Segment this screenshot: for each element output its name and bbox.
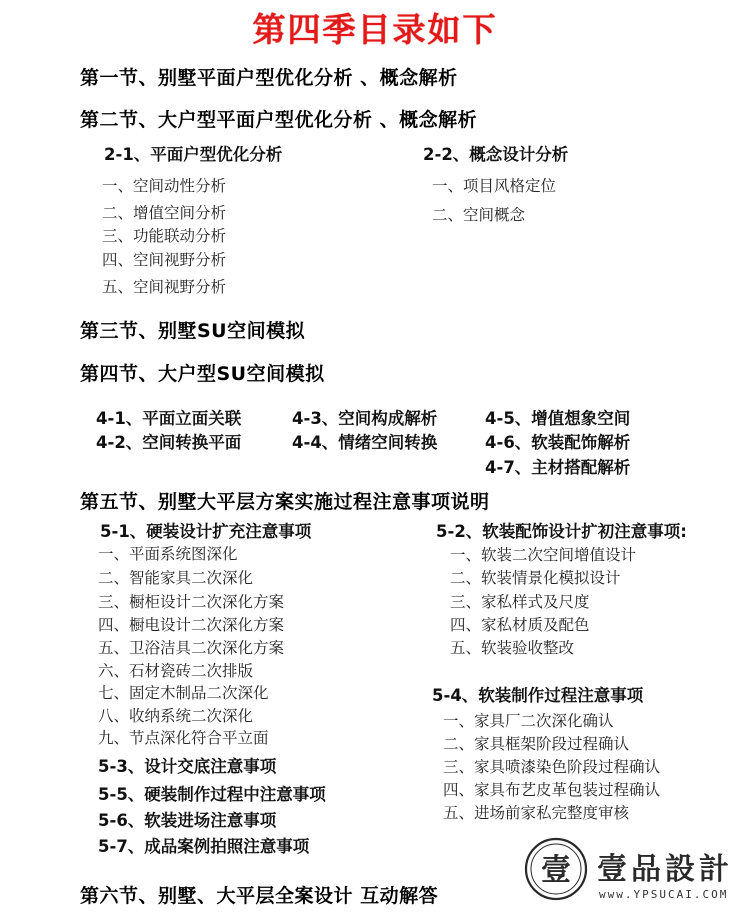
seal-char: 壹	[541, 853, 571, 888]
list-item: 一、软装二次空间增值设计	[450, 546, 637, 564]
list-item: 二、家具框架阶段过程确认	[443, 735, 630, 753]
list-item: 七、固定木制品二次深化	[98, 684, 269, 702]
list-item: 四、家私材质及配色	[450, 616, 590, 634]
list-item: 一、项目风格定位	[432, 177, 557, 195]
section-1-heading: 第一节、别墅平面户型优化分析 、概念解析	[80, 67, 458, 89]
section-2-heading: 第二节、大户型平面户型优化分析 、概念解析	[80, 109, 478, 131]
list-item: 二、软装情景化模拟设计	[450, 569, 621, 587]
subsection-5-3: 5-3、设计交底注意事项	[98, 757, 277, 776]
list-item: 五、软装验收整改	[450, 639, 575, 657]
subsection-4-1: 4-1、平面立面关联	[96, 409, 242, 428]
list-item: 五、进场前家私完整度审核	[443, 804, 630, 822]
subsection-5-6: 5-6、软装进场注意事项	[98, 811, 277, 830]
list-item: 一、家具厂二次深化确认	[443, 712, 614, 730]
subsection-5-1-heading: 5-1、硬装设计扩充注意事项	[100, 522, 312, 541]
list-item: 八、收纳系统二次深化	[98, 707, 254, 725]
subsection-5-7: 5-7、成品案例拍照注意事项	[98, 837, 310, 856]
subsection-4-4: 4-4、情绪空间转换	[292, 433, 438, 452]
list-item: 一、空间动性分析	[102, 177, 227, 195]
brand-name: 壹品設計	[597, 852, 733, 887]
list-item: 一、平面系统图深化	[98, 545, 238, 563]
subsection-5-4-heading: 5-4、软装制作过程注意事项	[432, 686, 644, 705]
brand-url: www.YPSUCAI.COM	[599, 888, 729, 901]
subsection-5-5: 5-5、硬装制作过程中注意事项	[98, 785, 326, 804]
subsection-4-2: 4-2、空间转换平面	[96, 433, 242, 452]
list-item: 三、家具喷漆染色阶段过程确认	[443, 758, 661, 776]
list-item: 二、智能家具二次深化	[98, 569, 254, 587]
list-item: 五、空间视野分析	[102, 278, 227, 296]
subsection-2-1-heading: 2-1、平面户型优化分析	[104, 145, 283, 164]
list-item: 二、增值空间分析	[102, 204, 227, 222]
seal-icon	[523, 836, 589, 902]
list-item: 二、空间概念	[432, 206, 526, 224]
subsection-2-2-heading: 2-2、概念设计分析	[423, 145, 569, 164]
subsection-4-6: 4-6、软装配饰解析	[485, 433, 631, 452]
brand-logo	[523, 836, 743, 918]
list-item: 四、家具布艺皮革包装过程确认	[443, 781, 661, 799]
subsection-4-3: 4-3、空间构成解析	[292, 409, 438, 428]
section-5-heading: 第五节、别墅大平层方案实施过程注意事项说明	[80, 491, 490, 513]
list-item: 四、橱电设计二次深化方案	[98, 616, 285, 634]
subsection-5-2-heading: 5-2、软装配饰设计扩初注意事项:	[436, 522, 687, 541]
subsection-4-5: 4-5、增值想象空间	[485, 409, 631, 428]
list-item: 三、橱柜设计二次深化方案	[98, 593, 285, 611]
list-item: 五、卫浴洁具二次深化方案	[98, 639, 285, 657]
list-item: 六、石材瓷砖二次排版	[98, 662, 254, 680]
section-4-heading: 第四节、大户型SU空间模拟	[80, 363, 325, 385]
section-6-heading: 第六节、别墅、大平层全案设计 互动解答	[80, 885, 439, 907]
list-item: 九、节点深化符合平立面	[98, 729, 269, 747]
page-title: 第四季目录如下	[252, 10, 498, 49]
section-3-heading: 第三节、别墅SU空间模拟	[80, 320, 306, 342]
subsection-4-7: 4-7、主材搭配解析	[485, 458, 631, 477]
list-item: 四、空间视野分析	[102, 251, 227, 269]
list-item: 三、功能联动分析	[102, 227, 227, 245]
list-item: 三、家私样式及尺度	[450, 593, 590, 611]
